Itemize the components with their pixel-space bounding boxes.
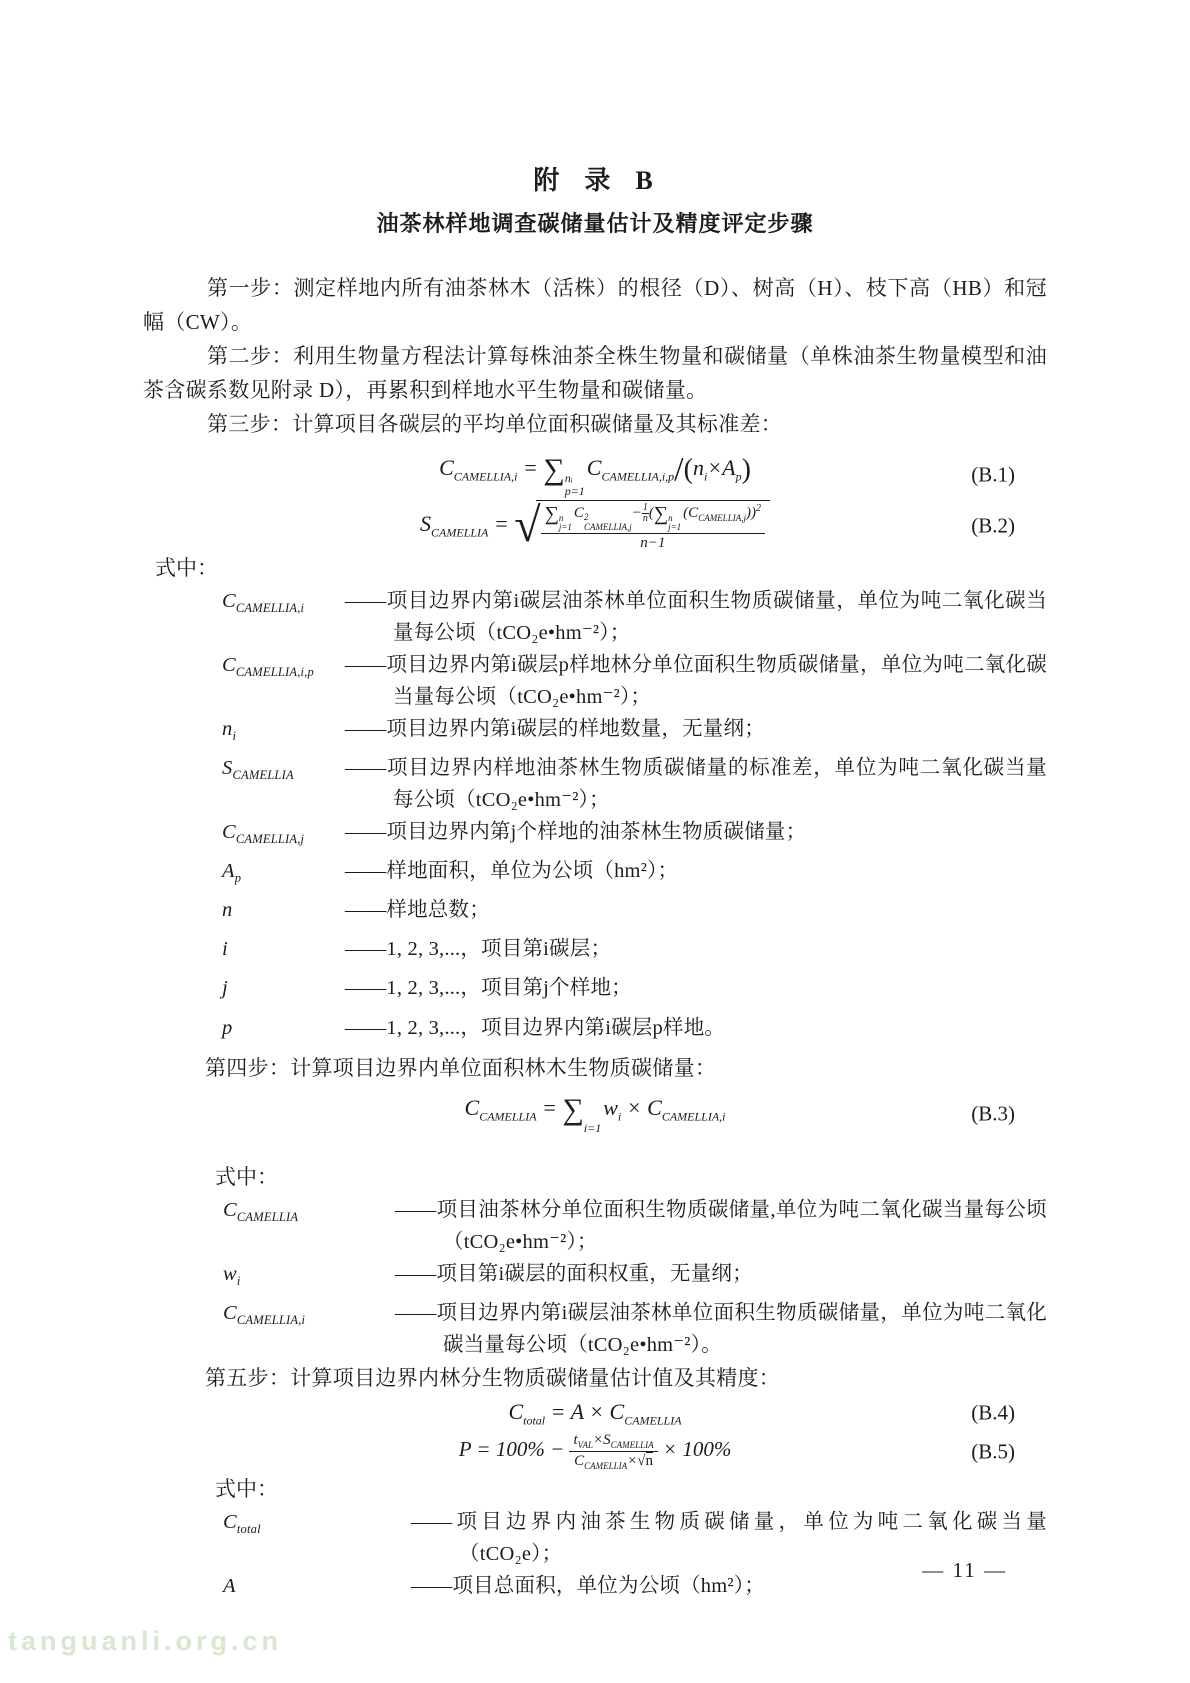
symbol-description: ——样地面积，单位为公顷（hm²）； — [345, 860, 679, 883]
radical-symbol: √ — [514, 499, 541, 553]
math-token: × — [621, 1094, 648, 1120]
math-token: j=1 — [558, 522, 572, 532]
math-token: 100% — [682, 1437, 732, 1462]
math-token: − — [544, 1437, 570, 1462]
appendix-subtitle: 油茶林样地调查碳储量估计及精度评定步骤 — [376, 211, 814, 236]
where-label-2: 式中： — [215, 1164, 278, 1189]
where-label-3: 式中： — [215, 1477, 278, 1502]
math-token: ) — [750, 505, 756, 521]
definition-block-2 — [143, 1194, 1047, 1361]
fraction — [541, 503, 765, 552]
symbol-term — [222, 649, 345, 713]
math-token: p — [735, 469, 742, 484]
definition-item — [222, 752, 1047, 816]
math-token: total — [236, 1522, 261, 1537]
where-label-1: 式中： — [155, 556, 218, 580]
math-token: = — [545, 1398, 571, 1424]
math-token: j=1 — [668, 522, 682, 532]
math-token: CAMELLIA — [624, 1413, 682, 1428]
math-token: C — [464, 1094, 480, 1120]
formula-b1 — [143, 451, 1047, 498]
fraction-denominator — [569, 1452, 657, 1471]
math-token: i — [617, 1109, 622, 1124]
paragraph-step3: 第三步：计算项目各碳层的平均单位面积碳储量及其标准差： — [207, 412, 783, 436]
math-token: CAMELLIA,j — [698, 513, 746, 523]
definition-item — [222, 933, 1047, 972]
math-token: i=1 — [583, 1120, 602, 1135]
math-token: × — [583, 1398, 610, 1424]
math-token: CAMELLIA,j — [583, 521, 632, 532]
definition-item — [222, 713, 1047, 752]
math-token: CAMELLIA,i,p — [601, 469, 675, 484]
math-token: C — [223, 1198, 237, 1221]
math-token: S — [603, 1432, 611, 1449]
formula-number: (B.4) — [971, 1400, 1015, 1425]
symbol-term — [222, 972, 345, 1011]
math-token: C — [223, 1301, 237, 1324]
fraction — [569, 1432, 657, 1471]
sum-symbol: ∑ — [543, 453, 565, 486]
definition-item — [223, 1258, 1047, 1297]
paragraph-step2: 第二步：利用生物量方程法计算每株油茶全株生物量和碳储量（单株油茶生物量模型和油茶含碳系数见附录 D），再累积到样地水平生物量和碳储量。 — [143, 344, 1047, 402]
math-token: n — [222, 899, 233, 922]
math-token: A — [570, 1398, 584, 1424]
symbol-description: ——1, 2, 3,...，项目第i碳层； — [345, 938, 612, 961]
math-token: / — [674, 451, 684, 488]
math-token: CAMELLIA,i — [661, 1109, 726, 1124]
math-token: ( — [683, 454, 693, 485]
formula-b4-expression — [508, 1398, 682, 1428]
math-token: CAMELLIA — [236, 1209, 299, 1224]
formula-b5-expression — [458, 1432, 732, 1472]
formula-b2 — [143, 500, 1047, 552]
symbol-description: ——项目边界内第j个样地的油茶林生物质碳储量； — [345, 821, 807, 844]
math-token: p — [222, 1016, 233, 1039]
symbol-description: ——项目边界内第i碳层油茶林单位面积生物质碳储量，单位为吨二氧化碳当量每公顷（tCO₂e•hm⁻²）。 — [395, 1301, 1047, 1356]
math-token: ( — [683, 505, 689, 521]
sum-symbol: ∑ — [653, 503, 669, 525]
math-token: CAMELLIA,i — [453, 469, 518, 484]
math-token: × — [707, 455, 723, 480]
math-token: i — [222, 938, 228, 961]
math-token: VAL — [577, 1440, 593, 1451]
symbol-term — [222, 933, 345, 972]
symbol-term — [222, 585, 345, 649]
symbol-description: ——项目边界内第i碳层的样地数量，无量纲； — [345, 718, 765, 740]
math-token: S — [420, 511, 432, 537]
symbol-term — [223, 1297, 395, 1361]
math-token: i — [232, 729, 237, 744]
math-token: 2 — [755, 503, 761, 514]
math-token: nᵢ — [564, 471, 573, 485]
math-token: n — [668, 513, 673, 523]
math-token: total — [523, 1413, 546, 1428]
definition-item — [222, 585, 1047, 649]
paragraph-step1: 第一步：测定样地内所有油茶林木（活株）的根径（D）、树高（H）、枝下高（HB）和冠幅（CW）。 — [143, 276, 1047, 334]
formula-number: (B.1) — [971, 462, 1015, 486]
symbol-description: ——1, 2, 3,...，项目边界内第i碳层p样地。 — [345, 1016, 726, 1039]
math-token: C — [574, 1453, 585, 1470]
sum-symbol: ∑ — [562, 1092, 584, 1126]
math-token: = — [536, 1094, 563, 1120]
symbol-description: ——项目边界内样地油茶林生物质碳储量的标准差，单位为吨二氧化碳当量每公顷（tCO₂e•hm⁻²）； — [345, 757, 1047, 812]
math-token: CAMELLIA,j — [235, 832, 305, 847]
math-token: w — [223, 1262, 237, 1285]
math-token: n — [558, 513, 564, 523]
math-token: P — [458, 1437, 472, 1462]
definition-item — [222, 855, 1047, 894]
math-token: A — [722, 455, 736, 480]
page-content — [143, 165, 1047, 1609]
formula-b4 — [143, 1399, 1047, 1428]
sup-sub-stack — [584, 513, 632, 532]
symbol-term — [222, 894, 345, 933]
symbol-term — [222, 855, 345, 894]
math-token: C — [647, 1094, 662, 1120]
math-token: CAMELLIA — [431, 525, 489, 540]
symbol-description: ——样地总数； — [345, 899, 490, 922]
small-fraction — [642, 503, 649, 524]
formula-b1-expression — [439, 451, 751, 498]
math-token: = — [488, 511, 515, 537]
math-token: CAMELLIA,i — [235, 601, 305, 616]
math-token: n — [642, 513, 648, 525]
formula-b2-expression — [420, 499, 770, 553]
math-token: i — [236, 1273, 241, 1288]
math-token: C — [222, 821, 236, 844]
math-token: C — [688, 505, 699, 521]
symbol-term — [222, 752, 345, 816]
formula-b3-expression — [464, 1092, 726, 1135]
symbol-term — [223, 1570, 411, 1609]
sum-limits — [559, 514, 572, 532]
symbol-description: ——项目第i碳层的面积权重，无量纲； — [395, 1262, 753, 1285]
math-token: − — [631, 505, 642, 521]
math-token: ( — [648, 505, 654, 521]
definition-block-3 — [143, 1506, 1047, 1609]
symbol-description: ——项目边界内第i碳层油茶林单位面积生物质碳储量，单位为吨二氧化碳当量每公顷（tCO₂e•hm⁻²）； — [345, 590, 1047, 644]
formula-b5 — [143, 1432, 1047, 1471]
definition-block-1 — [143, 585, 1047, 1051]
sum-limits — [668, 514, 681, 532]
paragraph-step5: 第五步：计算项目边界内林分生物质碳储量估计值及其精度： — [205, 1365, 781, 1390]
math-token: A — [222, 860, 235, 883]
symbol-description: ——项目边界内油茶生物质碳储量，单位为吨二氧化碳当量（tCO₂e）； — [411, 1511, 1047, 1566]
symbol-description: ——1, 2, 3,...，项目第j个样地； — [345, 977, 632, 1000]
square-root — [514, 500, 770, 552]
page-number: — 11 — — [922, 1558, 1007, 1582]
math-token: CAMELLIA — [479, 1109, 537, 1124]
math-token: ) — [741, 454, 751, 485]
symbol-term — [222, 816, 345, 855]
formula-number: (B.2) — [971, 513, 1015, 538]
math-token: C — [586, 455, 602, 480]
definition-item — [222, 1012, 1047, 1051]
math-token: p — [234, 871, 242, 886]
appendix-title: 附 录 B — [533, 166, 657, 195]
math-token: 2 — [583, 512, 589, 522]
math-token: × — [627, 1453, 638, 1470]
math-token: C — [439, 455, 454, 480]
math-token: i — [703, 469, 708, 484]
math-token: × — [593, 1432, 604, 1449]
paragraph-step4: 第四步：计算项目边界内单位面积林木生物质碳储量： — [205, 1055, 717, 1080]
radical-symbol: √ — [637, 1453, 646, 1470]
fraction-numerator — [541, 503, 765, 534]
math-token: C — [222, 654, 236, 676]
sum-limits — [584, 1122, 601, 1135]
formula-number: (B.3) — [971, 1101, 1015, 1126]
symbol-term — [223, 1506, 411, 1570]
math-token: 100% — [495, 1437, 545, 1462]
radicand — [536, 500, 770, 552]
math-token: CAMELLIA,i,p — [235, 665, 314, 680]
math-token: C — [609, 1398, 625, 1424]
definition-item — [222, 816, 1047, 855]
math-token: CAMELLIA — [232, 768, 294, 783]
math-token: n — [645, 1453, 653, 1470]
symbol-description: ——项目油茶林分单位面积生物质碳储量,单位为吨二氧化碳当量每公顷（tCO₂e•hm⁻²）； — [395, 1198, 1047, 1253]
symbol-term — [223, 1258, 395, 1297]
symbol-term — [222, 1012, 345, 1051]
fraction-numerator — [569, 1432, 657, 1452]
definition-item — [223, 1297, 1047, 1361]
math-token: C — [573, 505, 584, 521]
math-token: CAMELLIA,i — [236, 1312, 306, 1327]
definition-item — [222, 894, 1047, 933]
math-token: S — [222, 757, 233, 780]
math-token: j — [222, 977, 228, 1000]
fraction-denominator: n−1 — [640, 535, 666, 551]
symbol-description: ——项目边界内第i碳层p样地林分单位面积生物质碳储量，单位为吨二氧化碳当量每公顷（tCO₂e•hm⁻²）； — [345, 654, 1047, 708]
math-token: C — [223, 1511, 237, 1534]
body-text — [143, 271, 1047, 1609]
math-token: n — [692, 455, 704, 480]
symbol-term — [222, 713, 345, 752]
math-token: CAMELLIA — [610, 1440, 654, 1451]
math-token: ) — [745, 505, 751, 521]
math-token: = — [471, 1437, 496, 1462]
definition-item — [223, 1194, 1047, 1258]
math-token: CAMELLIA — [584, 1461, 628, 1472]
math-token: A — [223, 1575, 236, 1598]
math-token: n — [222, 718, 233, 740]
sum-symbol: ∑ — [544, 503, 559, 525]
math-token: C — [508, 1398, 524, 1424]
math-token: 1 — [642, 502, 648, 514]
math-token: w — [603, 1094, 618, 1120]
symbol-description: ——项目总面积，单位为公顷（hm²）； — [411, 1575, 765, 1598]
formula-number: (B.5) — [971, 1439, 1015, 1464]
definition-item — [222, 649, 1047, 713]
math-token: × — [657, 1437, 683, 1462]
watermark: tanguanli.org.cn — [8, 1626, 283, 1656]
formula-b3 — [143, 1093, 1047, 1135]
sum-limits — [565, 472, 585, 498]
math-token: t — [573, 1432, 578, 1449]
definition-item — [222, 972, 1047, 1011]
math-token: = — [517, 455, 544, 480]
symbol-term — [223, 1194, 395, 1258]
math-token: p=1 — [564, 484, 585, 498]
math-token: C — [222, 590, 236, 612]
